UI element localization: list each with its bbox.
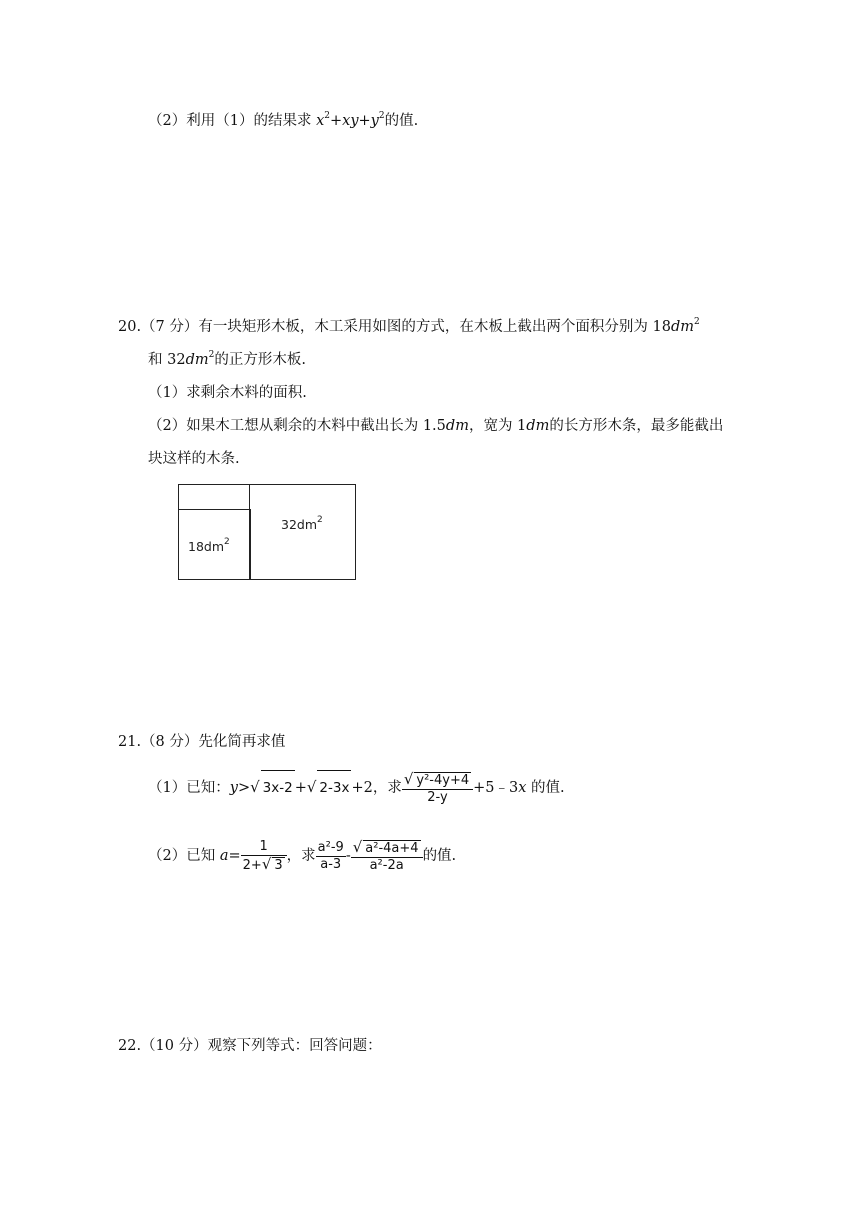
q20-part2-text: （2）如果木工想从剩余的木料中截出长为 1.5 — [148, 418, 446, 434]
label-32dm2: $32dm^2$ — [281, 515, 323, 532]
var-xy: xy — [342, 113, 359, 129]
q20-part1: （1）求剩余木料的面积. — [148, 385, 307, 401]
q21-part2-mid: ，求 — [286, 848, 316, 864]
unit-dm: dm — [445, 418, 469, 434]
q21-title: 21.（8 分）先化简再求值 — [118, 734, 286, 750]
q20-stem-text: 的正方形木板. — [214, 352, 306, 368]
unit-dm: dm — [670, 319, 694, 335]
var-x: x — [518, 780, 527, 796]
fraction-sqrt-over-2-y: $\frac{\text{√ y²-4y+4}}{2-y}$ — [402, 771, 473, 806]
sqrt-3x-2: √ 3x-2 — [250, 780, 295, 796]
q21-part2-end: 的值. — [422, 848, 457, 864]
q21-part1-lead: （1）已知： — [148, 780, 230, 796]
var-y: y — [229, 780, 238, 796]
unit-dm: dm — [526, 418, 550, 434]
q20-part2-text: 的长方形木条，最多能截出 — [549, 418, 724, 434]
q21-part1-tail: +5﹣3 — [473, 780, 519, 796]
q19-part2: （2）利用（1）的结果求 $x^2+xy+y^2$的值. — [148, 111, 419, 129]
q21-part1 — [148, 770, 565, 806]
sqrt-2-3x: √ 2-3x — [307, 780, 352, 796]
fraction-a2-9-over-a-3: $\frac{\text{a²-9}}{a-3}$ — [317, 839, 344, 872]
gt-sign: > — [237, 780, 251, 796]
q20-part2-text: ，宽为 1 — [468, 418, 527, 434]
q22-title: 22.（10 分）观察下列等式：回答问题： — [118, 1038, 382, 1054]
q20-stem-text: 和 32 — [148, 352, 186, 368]
q21-part1-mid: +2，求 — [351, 780, 402, 796]
unit-dm: dm — [185, 352, 209, 368]
var-a: a — [219, 848, 229, 864]
q19-part2-suffix: 的值. — [384, 113, 419, 129]
q19-part2-prefix: （2）利用（1）的结果求 — [148, 113, 317, 129]
plus-sign: + — [329, 113, 343, 129]
q20-part2-line2: 块这样的木条. — [148, 451, 240, 467]
q20-part2-line1 — [148, 416, 723, 436]
fraction-1-over-2-plus-sqrt3: $\frac{1}{2+√ 3}$ — [241, 839, 287, 874]
q21-part2-lead: （2）已知 — [148, 848, 220, 864]
q21-part1-end: 的值. — [526, 780, 565, 796]
plus-sign: + — [358, 113, 371, 129]
q20-stem-line2: 和 $32dm^2$的正方形木板. — [148, 350, 306, 368]
minus-sign: - — [345, 848, 351, 864]
q20-stem-text: 20.（7 分）有一块矩形木板，木工采用如图的方式，在木板上截出两个面积分别为 18 — [118, 319, 671, 335]
var-x: x — [316, 113, 325, 129]
equals-sign: = — [228, 848, 241, 864]
var-y: y — [370, 113, 379, 129]
board-figure — [178, 484, 356, 580]
plus-sign: + — [294, 780, 307, 796]
fraction-sqrt-over-a2-2a: $\frac{\text{√ a²-4a+4}}{\text{a²-2a}}$ — [351, 839, 423, 874]
label-18dm2: $18dm^2$ — [188, 537, 230, 554]
q21-part2 — [148, 836, 456, 876]
square-large — [249, 484, 356, 580]
q20-stem-line1: 20.（7 分）有一块矩形木板，木工采用如图的方式，在木板上截出两个面积分别为 $18dm^2$ — [118, 317, 700, 335]
